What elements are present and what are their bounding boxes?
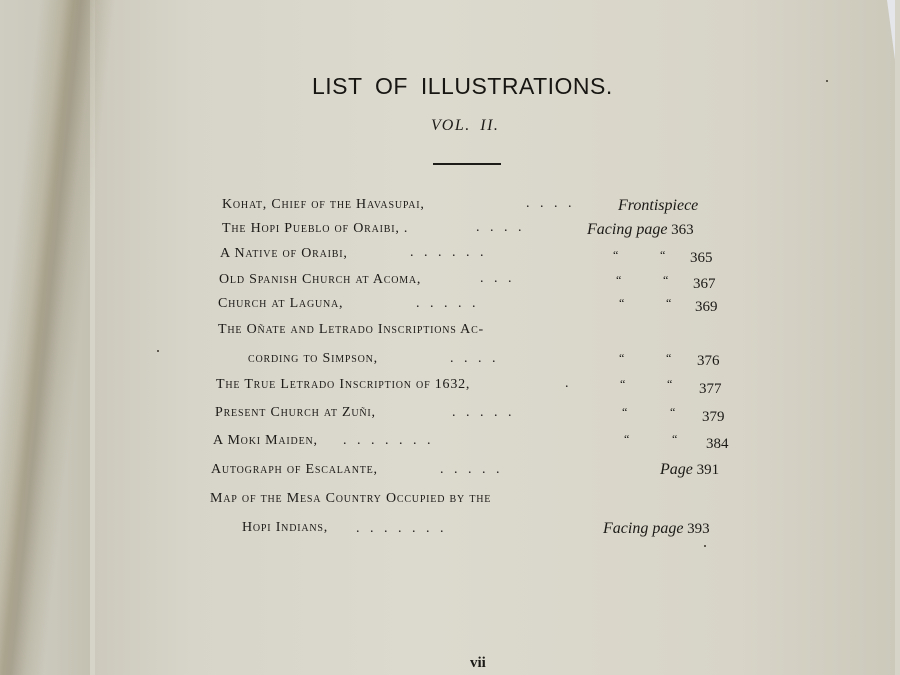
leader-dots: . . . . [450, 351, 496, 366]
page-title: LIST OF ILLUSTRATIONS. [312, 73, 613, 99]
reference-page: 377 [699, 381, 722, 397]
leader-dots: . . . . . [416, 296, 476, 311]
illustration-title: The True Letrado Inscription of 1632, [216, 377, 471, 392]
ditto-mark: “ [663, 273, 669, 287]
reference-label: Facing page [587, 221, 668, 238]
ditto-mark: “ [660, 248, 666, 262]
leader-dots: . [565, 376, 569, 391]
illustration-reference [618, 197, 698, 215]
reference-page: 369 [695, 299, 718, 315]
illustration-title: Autograph of Escalante, [211, 462, 378, 477]
volume-label: VOL. II. [431, 117, 500, 134]
reference-page: 384 [706, 436, 729, 452]
reference-label: Facing page [603, 520, 684, 537]
illustration-title: The Oñate and Letrado Inscriptions Ac- [218, 322, 485, 337]
illustration-title: Map of the Mesa Country Occupied by the [210, 491, 492, 506]
illustration-title-continued: Hopi Indians, [242, 520, 329, 535]
book-page [95, 0, 895, 675]
ditto-mark: “ [620, 377, 626, 391]
illustration-title: The Hopi Pueblo of Oraibi, . [222, 221, 409, 236]
illustration-reference [603, 520, 710, 538]
leader-dots: . . . . [476, 220, 522, 235]
ditto-mark: “ [619, 351, 625, 365]
ditto-mark: “ [622, 405, 628, 419]
reference-page: 391 [696, 462, 720, 478]
illustration-title: Kohat, Chief of the Havasupai, [222, 197, 425, 212]
reference-label: Page [660, 461, 693, 478]
leader-dots: . . . . . . . [343, 433, 431, 448]
illustration-reference [587, 221, 694, 239]
ditto-mark: “ [613, 248, 619, 262]
illustration-title: Old Spanish Church at Acoma, [219, 272, 422, 287]
illustration-title: Present Church at Zuñi, [215, 405, 376, 420]
ditto-mark: “ [666, 351, 672, 365]
illustration-reference [660, 461, 719, 479]
reference-page: 376 [697, 353, 720, 369]
leader-dots: . . . [480, 271, 512, 286]
illustration-title: A Moki Maiden, [213, 433, 318, 448]
reference-page: 365 [690, 250, 713, 266]
reference-page: 363 [671, 222, 694, 238]
illustration-title: A Native of Oraibi, [220, 246, 348, 261]
background-corner [887, 0, 895, 60]
leader-dots: . . . . . [452, 405, 512, 420]
ditto-mark: “ [624, 432, 630, 446]
ditto-mark: “ [672, 432, 678, 446]
paper-speck [157, 350, 159, 352]
leader-dots: . . . . . . . [356, 521, 444, 536]
illustration-title-continued: cording to Simpson, [248, 351, 378, 366]
illustration-title: Church at Laguna, [218, 296, 344, 311]
paper-speck [826, 80, 828, 82]
leader-dots: . . . . . [440, 462, 500, 477]
ditto-mark: “ [667, 377, 673, 391]
paper-speck [704, 545, 706, 547]
reference-page: 367 [693, 276, 716, 292]
page-number: vii [470, 655, 486, 671]
reference-page: 393 [687, 521, 710, 537]
ditto-mark: “ [666, 296, 672, 310]
leader-dots: . . . . [526, 196, 572, 211]
ditto-mark: “ [619, 296, 625, 310]
reference-label: Frontispiece [618, 197, 699, 214]
title-rule [433, 163, 501, 165]
reference-page: 379 [702, 409, 725, 425]
leader-dots: . . . . . . [410, 245, 484, 260]
ditto-mark: “ [616, 273, 622, 287]
ditto-mark: “ [670, 405, 676, 419]
